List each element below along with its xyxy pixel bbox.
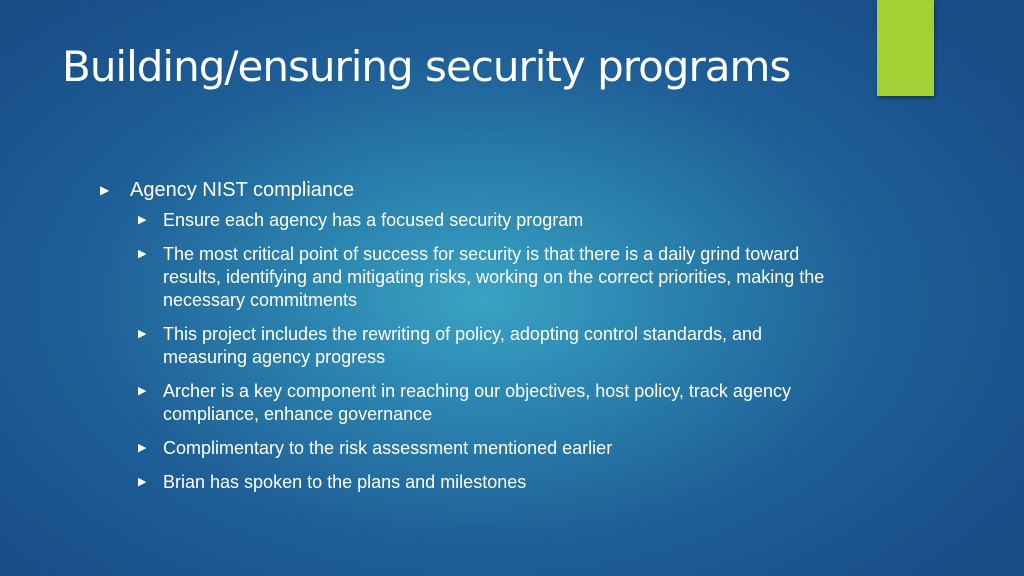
triangle-right-icon: ▶ — [138, 248, 147, 260]
triangle-right-icon: ▶ — [138, 442, 147, 454]
sub-bullet — [138, 243, 840, 312]
triangle-right-icon: ▶ — [138, 328, 147, 340]
sub-bullet — [138, 323, 840, 369]
sub-bullet-text: The most critical point of success for security is that there is a daily grind toward results, identifying and mitigating risks, working on the correct priorities, making the necessary commitments — [163, 244, 825, 310]
sub-bullet-text: Brian has spoken to the plans and milestones — [163, 472, 527, 492]
triangle-right-icon: ▶ — [138, 214, 147, 226]
bullet-list — [100, 176, 840, 505]
triangle-right-icon: ▶ — [100, 183, 110, 197]
sub-bullet — [138, 471, 840, 494]
bullet-text: Agency NIST compliance — [130, 179, 355, 201]
sub-bullet — [138, 209, 840, 232]
sub-bullet-text: Archer is a key component in reaching our objectives, host policy, track agency compliance, enhance governance — [163, 381, 791, 424]
sub-bullet-text: This project includes the rewriting of policy, adopting control standards, and measuring agency progress — [163, 324, 762, 367]
bullet-level1 — [100, 176, 840, 204]
triangle-right-icon: ▶ — [138, 385, 147, 397]
sub-bullet-text: Ensure each agency has a focused security program — [163, 210, 584, 230]
triangle-right-icon: ▶ — [138, 476, 147, 488]
sub-bullet — [138, 380, 840, 426]
accent-bar — [877, 0, 934, 96]
sub-bullet — [138, 437, 840, 460]
sub-bullet-text: Complimentary to the risk assessment mentioned earlier — [163, 438, 613, 458]
slide-title: Building/ensuring security programs — [62, 42, 791, 91]
